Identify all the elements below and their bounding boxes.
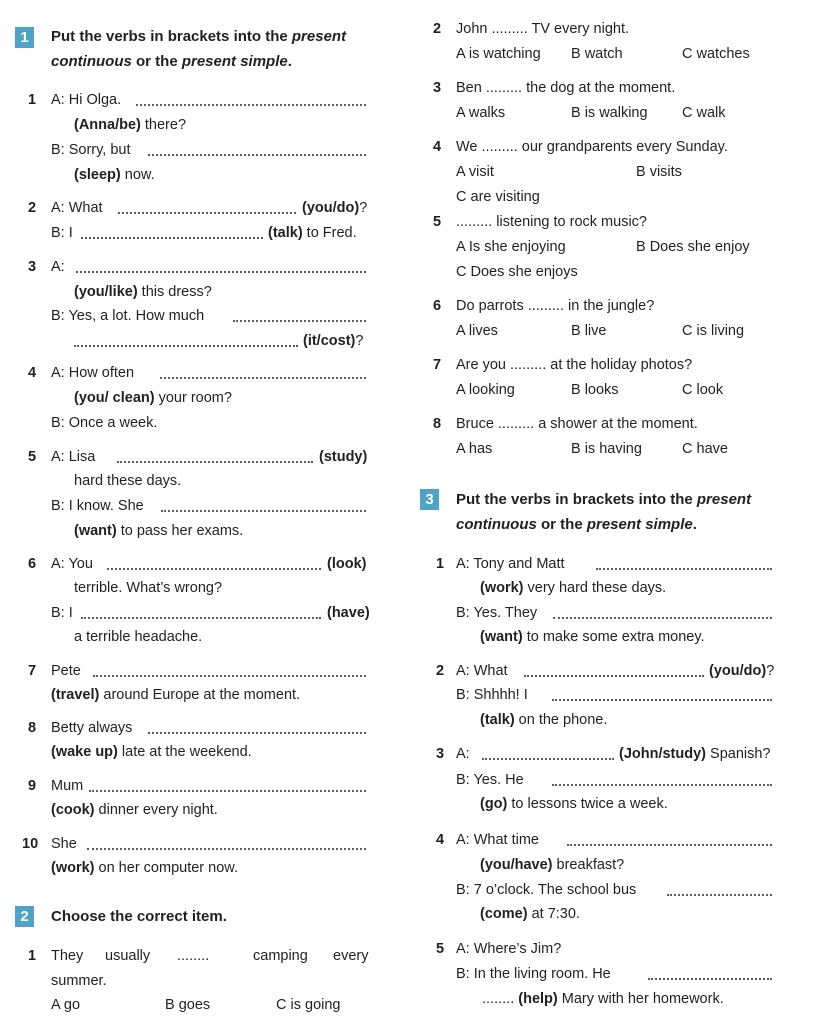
answer-blank[interactable] <box>74 345 298 347</box>
option-b[interactable]: B visits <box>636 164 682 180</box>
item-number: 2 <box>28 200 37 216</box>
option-b[interactable]: B live <box>571 323 607 339</box>
dialogue-line-cont: (you/have) breakfast? <box>480 857 625 873</box>
exercise-1-title: Put the verbs in brackets into the present <box>51 28 347 45</box>
answer-blank[interactable] <box>117 461 313 463</box>
answer-blank[interactable] <box>87 848 366 850</box>
item-number: 7 <box>433 357 442 373</box>
option-a[interactable]: A go <box>51 997 81 1013</box>
item-number: 9 <box>28 778 37 794</box>
answer-blank[interactable] <box>89 790 366 792</box>
item-number: 1 <box>28 92 37 108</box>
option-a[interactable]: A walks <box>456 105 506 121</box>
item-number: 1 <box>28 948 37 964</box>
question: ......... listening to rock music? <box>456 214 647 230</box>
dialogue-line: B: I <box>51 605 73 621</box>
dialogue-line-cont: a terrible headache. <box>74 629 203 645</box>
item-number: 5 <box>436 941 445 957</box>
item-number: 8 <box>433 416 442 432</box>
dialogue-line-cont: (want) to pass her exams. <box>74 523 244 539</box>
sentence-cont: (cook) dinner every night. <box>51 802 218 818</box>
verb-cue: (study) <box>319 449 368 465</box>
exercise-3-title-line2: continuous or the present simple. <box>456 516 697 533</box>
answer-blank[interactable] <box>118 212 296 214</box>
dialogue-line-cont: (want) to make some extra money. <box>480 629 705 645</box>
dialogue-line: A: Hi Olga. <box>51 92 122 108</box>
question: Bruce ......... a shower at the moment. <box>456 416 698 432</box>
dialogue-line: A: <box>456 746 470 762</box>
option-a[interactable]: A Is she enjoying <box>456 239 566 255</box>
option-c[interactable]: C Does she enjoys <box>456 264 578 280</box>
answer-blank[interactable] <box>552 784 772 786</box>
exercise-3-title: Put the verbs in brackets into the present <box>456 491 752 508</box>
option-a[interactable]: A is watching <box>456 46 541 62</box>
answer-blank[interactable] <box>161 510 366 512</box>
item-number: 4 <box>433 139 442 155</box>
item-number: 6 <box>433 298 442 314</box>
dialogue-line-cont: (sleep) now. <box>74 167 155 183</box>
exercise-1-badge: 1 <box>15 27 34 48</box>
answer-blank[interactable] <box>160 377 366 379</box>
dialogue-line: A: Where’s Jim? <box>456 941 562 957</box>
dialogue-line: B: Shhhh! I <box>456 687 528 703</box>
question: Are you ......... at the holiday photos? <box>456 357 693 373</box>
sentence: She <box>51 836 77 852</box>
option-b[interactable]: B watch <box>571 46 623 62</box>
item-number: 3 <box>28 259 37 275</box>
answer-blank[interactable] <box>552 699 772 701</box>
option-b[interactable]: B is walking <box>571 105 648 121</box>
dialogue-line: A: What <box>51 200 103 216</box>
exercise-2-badge: 2 <box>15 906 34 927</box>
sentence-cont: (work) on her computer now. <box>51 860 238 876</box>
item-number: 4 <box>28 365 37 381</box>
item-number: 2 <box>436 663 445 679</box>
dialogue-line: A: Tony and Matt <box>456 556 565 572</box>
exercise-1-title-line2: continuous or the present simple. <box>51 53 292 70</box>
option-c[interactable]: C walk <box>682 105 726 121</box>
dialogue-line-cont: (come) at 7:30. <box>480 906 580 922</box>
verb-cue: (you/do)? <box>709 663 775 679</box>
dialogue-line: A: How often <box>51 365 135 381</box>
answer-blank[interactable] <box>553 617 772 619</box>
question-word: usually <box>105 948 151 964</box>
dialogue-line-cont: hard these days. <box>74 473 182 489</box>
option-c[interactable]: C have <box>682 441 728 457</box>
option-b[interactable]: B goes <box>165 997 211 1013</box>
option-a[interactable]: A visit <box>456 164 494 180</box>
item-number: 3 <box>436 746 445 762</box>
dialogue-line-cont: ........ (help) Mary with her homework. <box>482 991 724 1007</box>
verb-cue: (you/do)? <box>302 200 368 216</box>
item-number: 5 <box>433 214 442 230</box>
question: We ......... our grandparents every Sunday. <box>456 139 728 155</box>
dialogue-line: A: What <box>456 663 508 679</box>
dialogue-line-cont: (you/ clean) your room? <box>74 390 232 406</box>
question-cont: summer. <box>51 973 107 989</box>
item-number: 4 <box>436 832 445 848</box>
dialogue-line: A: Lisa <box>51 449 96 465</box>
option-a[interactable]: A looking <box>456 382 515 398</box>
answer-blank[interactable] <box>233 320 366 322</box>
option-a[interactable]: A lives <box>456 323 498 339</box>
question: John ......... TV every night. <box>456 21 630 37</box>
item-number: 2 <box>433 21 442 37</box>
exercise-2-title: Choose the correct item. <box>51 908 227 925</box>
answer-blank[interactable] <box>93 675 366 677</box>
question-gap: ........ <box>177 948 210 964</box>
dialogue-line-cont: (talk) on the phone. <box>480 712 608 728</box>
answer-blank[interactable] <box>148 154 366 156</box>
dialogue-line: B: Yes. They <box>456 605 538 621</box>
answer-blank[interactable] <box>81 237 263 239</box>
dialogue-line-cont: (Anna/be) there? <box>74 117 187 133</box>
verb-cue: (talk) to Fred. <box>268 225 357 241</box>
dialogue-line: B: Once a week. <box>51 415 158 431</box>
answer-blank[interactable] <box>648 978 772 980</box>
dialogue-line: A: You <box>51 556 93 572</box>
question: Do parrots ......... in the jungle? <box>456 298 655 314</box>
item-number: 5 <box>28 449 37 465</box>
option-c[interactable]: C is living <box>682 323 745 339</box>
verb-cue: (have) <box>327 605 370 621</box>
answer-blank[interactable] <box>107 568 321 570</box>
dialogue-line-cont: (you/like) this dress? <box>74 284 212 300</box>
option-b[interactable]: B looks <box>571 382 619 398</box>
dialogue-line: B: 7 o’clock. The school bus <box>456 882 637 898</box>
dialogue-line: A: What time <box>456 832 539 848</box>
question-word: every <box>333 948 369 964</box>
dialogue-line: B: Yes, a lot. How much <box>51 308 205 324</box>
option-a[interactable]: A has <box>456 441 493 457</box>
sentence-cont: (wake up) late at the weekend. <box>51 744 252 760</box>
option-c[interactable]: C are visiting <box>456 189 540 205</box>
answer-blank[interactable] <box>81 617 321 619</box>
answer-blank[interactable] <box>567 844 772 846</box>
dialogue-line: B: I <box>51 225 73 241</box>
dialogue-line-cont: terrible. What’s wrong? <box>74 580 223 596</box>
option-c[interactable]: C look <box>682 382 724 398</box>
question-word: They <box>51 948 84 964</box>
item-number: 1 <box>436 556 445 572</box>
item-number: 6 <box>28 556 37 572</box>
sentence-cont: (travel) around Europe at the moment. <box>51 687 301 703</box>
option-b[interactable]: B is having <box>571 441 642 457</box>
answer-blank[interactable] <box>148 732 366 734</box>
dialogue-line: A: <box>51 259 65 275</box>
option-b[interactable]: B Does she enjoy <box>636 239 750 255</box>
dialogue-line: B: Yes. He <box>456 772 524 788</box>
dialogue-line: B: In the living room. He <box>456 966 611 982</box>
question: Ben ......... the dog at the moment. <box>456 80 676 96</box>
dialogue-line-cont: (work) very hard these days. <box>480 580 667 596</box>
answer-blank[interactable] <box>596 568 772 570</box>
question-word: camping <box>253 948 308 964</box>
answer-blank[interactable] <box>482 758 614 760</box>
item-number: 3 <box>433 80 442 96</box>
option-c[interactable]: C is going <box>276 997 341 1013</box>
verb-cue: (John/study) Spanish? <box>619 746 771 762</box>
option-c[interactable]: C watches <box>682 46 750 62</box>
answer-blank[interactable] <box>76 271 366 273</box>
answer-blank[interactable] <box>136 104 366 106</box>
dialogue-line: B: I know. She <box>51 498 144 514</box>
item-number: 10 <box>22 836 39 852</box>
verb-cue: (it/cost)? <box>303 333 364 349</box>
sentence: Betty always <box>51 720 133 736</box>
verb-cue: (look) <box>327 556 367 572</box>
exercise-3-badge: 3 <box>420 489 439 510</box>
item-number: 7 <box>28 663 37 679</box>
answer-blank[interactable] <box>524 675 704 677</box>
item-number: 8 <box>28 720 37 736</box>
sentence: Mum <box>51 778 84 794</box>
sentence: Pete <box>51 663 81 679</box>
dialogue-line: B: Sorry, but <box>51 142 131 158</box>
answer-blank[interactable] <box>667 894 772 896</box>
dialogue-line-cont: (go) to lessons twice a week. <box>480 796 668 812</box>
